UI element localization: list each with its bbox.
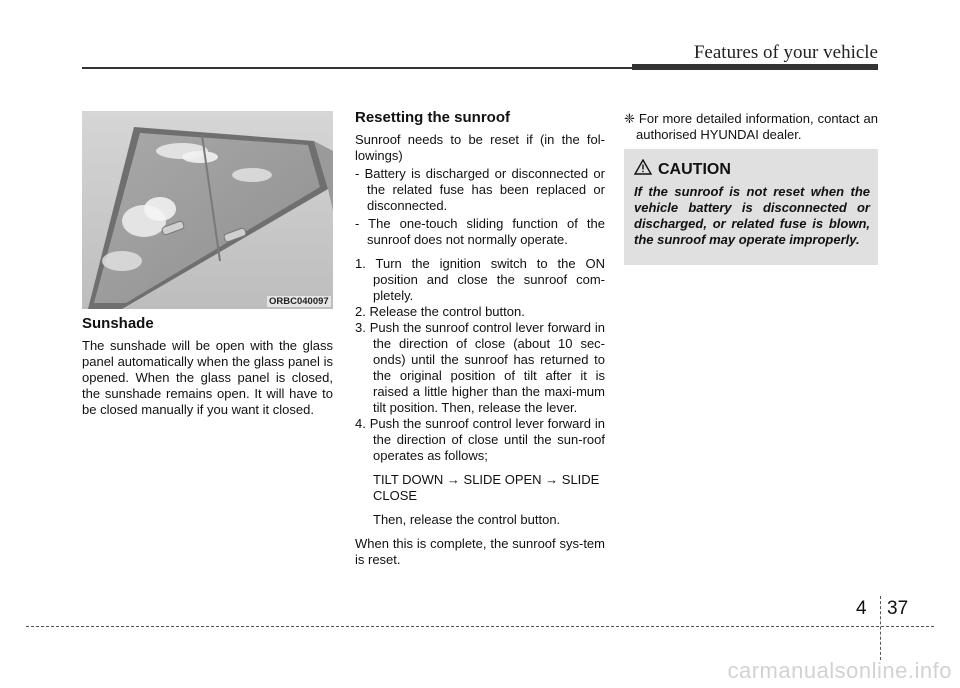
sunshade-body: The sunshade will be open with the glass panel automatically when the glass panel is opened. When the glass panel is closed, the sunshade remains open. It will have to be closed manually if you want it closed. — [82, 338, 333, 417]
reset-step: 1. Turn the ignition switch to the ON position and close the sunroof com-pletely. — [355, 256, 605, 303]
reset-release: Then, release the control button. — [373, 512, 561, 527]
footer-separator — [880, 596, 881, 660]
figure-code: ORBC040097 — [269, 296, 329, 307]
section-title: Features of your vehicle — [693, 42, 878, 63]
note-section — [624, 111, 878, 143]
chapter-number: 4 — [856, 598, 867, 619]
caution-text: If the sunroof is not reset when the vehicle battery is disconnected or discharged, or related fuse is blown, the sunroof may operate improperly. — [634, 184, 870, 247]
caution-box — [624, 149, 878, 265]
reset-complete: When this is complete, the sunroof sys-tem is reset. — [355, 536, 605, 567]
sunroof-illustration — [82, 111, 333, 309]
reset-condition: - The one-touch sliding function of the sunroof does not normally operate. — [355, 216, 605, 247]
reset-intro: Sunroof needs to be reset if (in the fol-lowings) — [355, 132, 605, 163]
reset-step: 2. Release the control button. — [355, 304, 525, 319]
reset-step: 4. Push the sunroof control lever forward in the direction of close until the sun-roof operates as follows; — [355, 416, 605, 463]
sunroof-drawing — [82, 111, 333, 309]
dealer-note: ❈ For more detailed information, contact an authorised HYUNDAI dealer. — [624, 111, 878, 142]
watermark: carmanualsonline.info — [727, 658, 952, 683]
header-rule-accent — [632, 64, 878, 70]
reset-section — [355, 110, 605, 568]
reset-sequence: TILT DOWN → SLIDE OPEN → SLIDE CLOSE — [373, 472, 600, 503]
reset-heading: Resetting the sunroof — [355, 109, 511, 126]
caution-title: CAUTION — [658, 160, 731, 178]
footer-rule — [26, 626, 934, 627]
page-number: 37 — [887, 598, 909, 619]
sunshade-section — [82, 316, 333, 418]
reset-step: 3. Push the sunroof control lever forward in the direction of close (about 10 sec-onds) until the sunroof has returned to the original position of tilt after it is raised a little higher than the maxi-mum tilt position. Then, release the lever. — [355, 320, 605, 415]
warning-triangle-icon — [634, 159, 652, 180]
sunshade-heading: Sunshade — [82, 315, 154, 332]
reset-condition: - Battery is discharged or disconnected or the related fuse has been replaced or disconnected. — [355, 166, 605, 213]
